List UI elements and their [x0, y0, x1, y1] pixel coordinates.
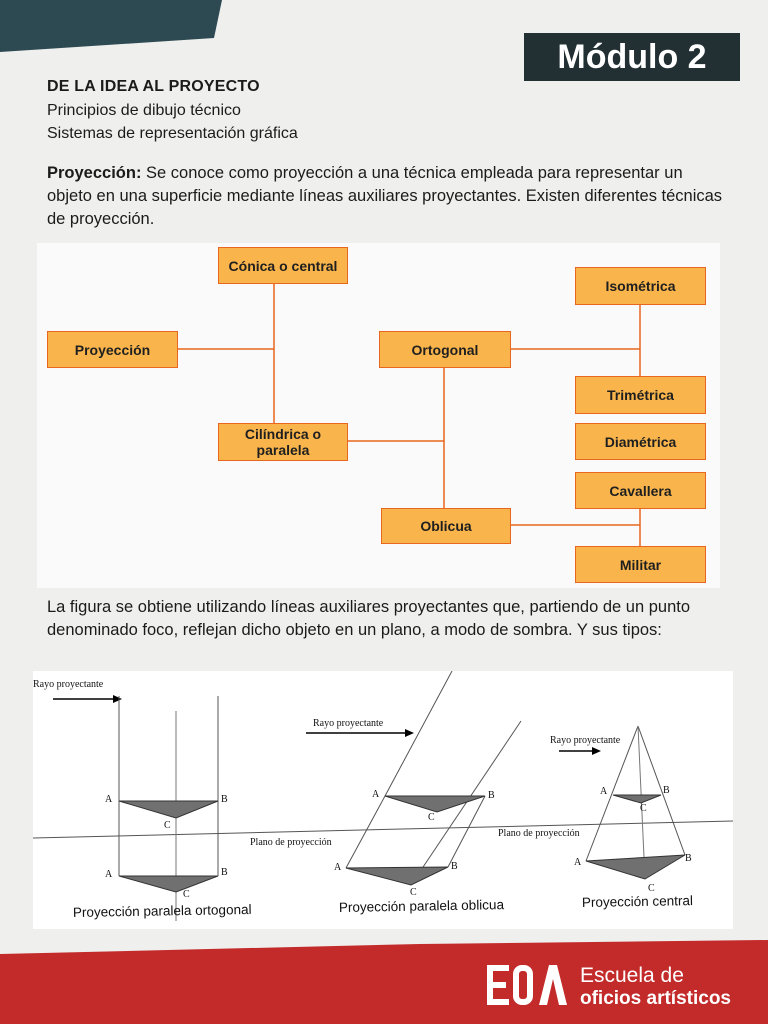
plane-label-2: Plano de proyección [498, 828, 580, 839]
projection-drawings [33, 671, 733, 929]
intro-paragraph [47, 162, 727, 231]
subtitle-1: Principios de dibujo técnico [47, 102, 241, 119]
label-c: C [648, 883, 655, 894]
footer-line-2: oficios artísticos [580, 988, 731, 1009]
label-a: A [334, 862, 342, 873]
node-trimetrica: Trimétrica [575, 376, 706, 414]
node-cavallera: Cavallera [575, 472, 706, 509]
body-paragraph: La figura se obtiene utilizando líneas auxiliares proyectantes que, partiendo de un punto denominado foco, reflejan dicho objeto en un plano, a modo de sombra. Y sus tipos: [47, 598, 691, 639]
label-a: A [574, 857, 582, 868]
section-title: DE LA IDEA AL PROYECTO [47, 78, 260, 95]
node-conica: Cónica o central [218, 247, 348, 284]
projection-figure [33, 671, 733, 929]
node-proyeccion: Proyección [47, 331, 178, 368]
label-b: B [221, 867, 228, 878]
label-b: B [488, 790, 495, 801]
label-c: C [183, 889, 190, 900]
subtitle-2: Sistemas de representación gráfica [47, 125, 298, 142]
node-ortogonal: Ortogonal [379, 331, 511, 368]
node-militar: Militar [575, 546, 706, 583]
node-isometrica: Isométrica [575, 267, 706, 305]
label-c: C [428, 812, 435, 823]
label-a: A [105, 869, 113, 880]
label-c: C [640, 803, 647, 814]
ray-label-3: Rayo proyectante [550, 735, 621, 746]
ray-label-1: Rayo proyectante [33, 679, 104, 690]
module-badge: Módulo 2 [524, 33, 740, 81]
plane-label-1: Plano de proyección [250, 837, 332, 848]
eoa-logo [487, 965, 569, 1007]
caption-orthogonal: Proyección paralela ortogonal [72, 901, 252, 920]
label-c: C [410, 887, 417, 898]
node-cilindrica: Cilíndrica o paralela [218, 423, 348, 461]
label-b: B [685, 853, 692, 864]
node-diametrica: Diamétrica [575, 423, 706, 460]
projection-diagram [37, 243, 720, 588]
corner-decoration [0, 0, 230, 60]
label-a: A [372, 789, 380, 800]
footer-line-1: Escuela de [580, 964, 684, 987]
label-b: B [663, 785, 670, 796]
intro-text: Se conoce como proyección a una técnica empleada para representar un objeto en una superficie mediante líneas auxiliares proyectantes. Existen diferentes técnicas de proyección. [47, 164, 723, 228]
caption-central: Proyección central [581, 893, 694, 910]
label-c: C [164, 820, 171, 831]
label-b: B [451, 861, 458, 872]
label-a: A [600, 786, 608, 797]
ray-label-2: Rayo proyectante [313, 718, 384, 729]
node-oblicua: Oblicua [381, 508, 511, 544]
label-a: A [105, 794, 113, 805]
label-b: B [221, 794, 228, 805]
intro-lead: Proyección: [47, 164, 142, 182]
caption-oblique: Proyección paralela oblicua [338, 897, 505, 915]
